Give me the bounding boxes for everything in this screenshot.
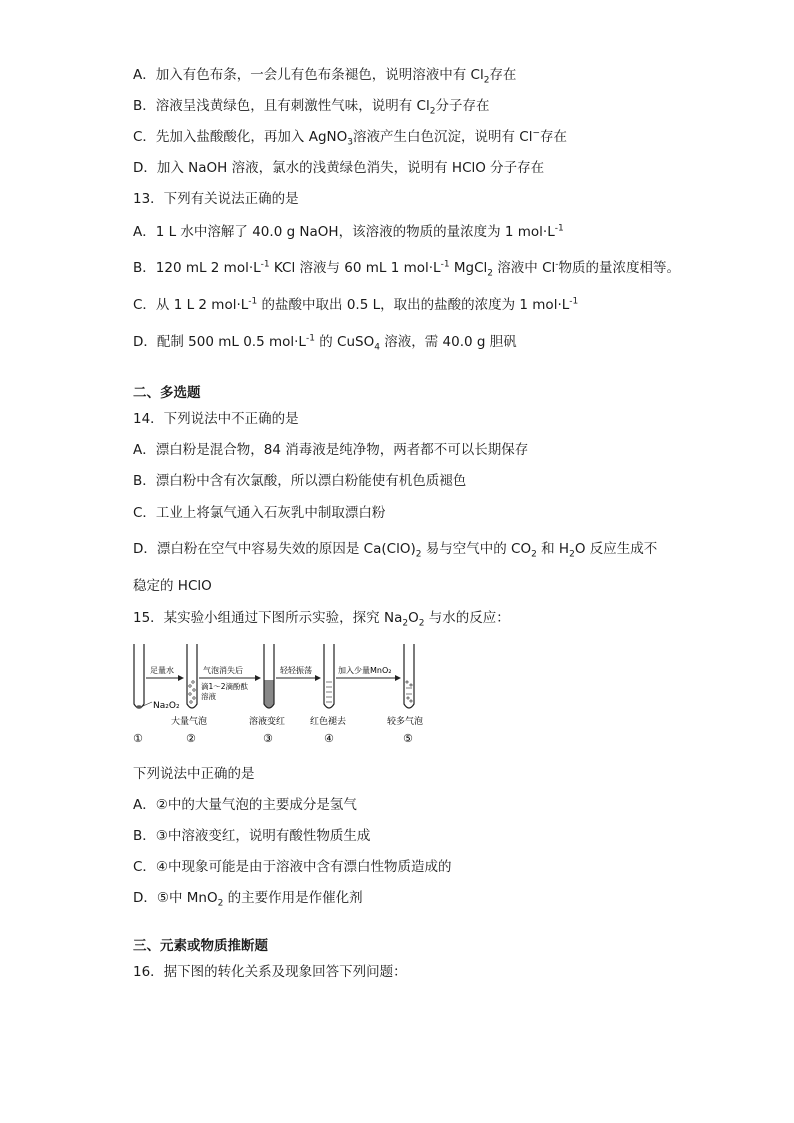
caption-tube-2: 大量气泡 <box>171 717 208 727</box>
q12-option-b: B．溶液呈浅黄绿色，且有刺激性气味，说明有 $Cl_2$分子存在 <box>133 98 490 117</box>
reagent-label: Na₂O₂ <box>153 701 180 711</box>
q13-option-c: C．从 1 L 2 $mol\cdot L^{-1}$ 的盐酸中取出 0.5 L，取出的盐酸的浓度为 1 $mol\cdot L^{-1}$ <box>133 296 579 313</box>
q15-stem: 15．某实验小组通过下图所示实验，探究 $Na_2O_2$ 与水的反应： <box>133 610 510 629</box>
q16-stem: 16．据下图的转化关系及现象回答下列问题： <box>133 964 407 980</box>
q12-option-a: A．加入有色布条，一会儿有色布条褪色，说明溶液中有 $Cl_2$存在 <box>133 67 517 86</box>
q13-option-d: D．配制 500 mL 0.5 $mol\cdot L^{-1}$ 的 CuSO$_4$ 溶液，需 40.0 g 胆矾 <box>133 333 517 353</box>
q15-ask: 下列说法中正确的是 <box>133 766 255 782</box>
tube-number-2: ② <box>186 732 196 745</box>
arrow-2-label-line2: 滴1～2滴酚酞 <box>201 682 249 691</box>
arrow-2-label-line1: 气泡消失后 <box>203 666 243 675</box>
q14-option-d: D．漂白粉在空气中容易失效的原因是 $Ca(ClO)_2$ 易与空气中的 $CO_2$ 和 $H_2O$ 反应生成不 <box>133 541 658 560</box>
test-tube-1 <box>134 644 152 709</box>
q14-option-b: B．漂白粉中含有次氯酸，所以漂白粉能使有机色质褪色 <box>133 473 467 489</box>
q15-option-c: C．④中现象可能是由于溶液中含有漂白性物质造成的 <box>133 859 452 875</box>
q15-option-d: D．⑤中 MnO$_2$ 的主要作用是作催化剂 <box>133 890 363 909</box>
section-heading-inference: 三、元素或物质推断题 <box>133 938 268 954</box>
test-tube-2 <box>187 644 197 708</box>
section-heading-multiple-choice: 二、多选题 <box>133 385 201 401</box>
q14-option-c: C．工业上将氯气通入石灰乳中制取漂白粉 <box>133 505 386 521</box>
tube-number-4: ④ <box>324 732 334 745</box>
tube-number-5: ⑤ <box>403 732 413 745</box>
arrow-2-label-line3: 溶液 <box>201 692 216 701</box>
q15-option-b: B．③中溶液变红，说明有酸性物质生成 <box>133 828 371 844</box>
q14-option-d-continued: 稳定的 HClO <box>133 578 212 594</box>
q15-option-a: A．②中的大量气泡的主要成分是氢气 <box>133 797 357 813</box>
caption-tube-5: 较多气泡 <box>387 717 424 727</box>
q14-stem: 14．下列说法中不正确的是 <box>133 411 299 427</box>
test-tube-5 <box>404 644 414 708</box>
q12-option-c: C．先加入盐酸酸化，再加入 AgNO$_3$溶液产生白色沉淀，说明有 Cl−存在 <box>133 128 567 148</box>
q14-option-a: A．漂白粉是混合物，84 消毒液是纯净物，两者都不可以长期保存 <box>133 442 529 458</box>
experiment-figure <box>128 638 428 748</box>
arrow-4-label: 加入少量MnO₂ <box>338 666 392 675</box>
q13-option-a: A．1 L 水中溶解了 40.0 g NaOH，该溶液的物质的量浓度为 1 $mol\cdot L^{-1}$ <box>133 223 564 240</box>
arrow-3-label: 轻轻振荡 <box>280 666 312 675</box>
caption-tube-3: 溶液变红 <box>249 717 286 727</box>
caption-tube-4: 红色褪去 <box>310 717 347 727</box>
tube-number-3: ③ <box>263 732 273 745</box>
q12-option-d: D．加入 NaOH 溶液，氯水的浅黄绿色消失，说明有 HClO 分子存在 <box>133 160 545 176</box>
test-tube-4 <box>324 644 334 708</box>
q13-option-b: B．120 mL 2 $mol\cdot L^{-1}$ KCl 溶液与 60 mL 1 $mol\cdot L^{-1}$ MgCl$_2$ 溶液中 Cl-物质的量浓度相等。 <box>133 259 680 279</box>
q13-stem: 13．下列有关说法正确的是 <box>133 191 299 207</box>
arrow-1-label: 足量水 <box>150 666 174 675</box>
test-tube-3 <box>264 644 274 708</box>
tube-number-1: ① <box>133 732 143 745</box>
